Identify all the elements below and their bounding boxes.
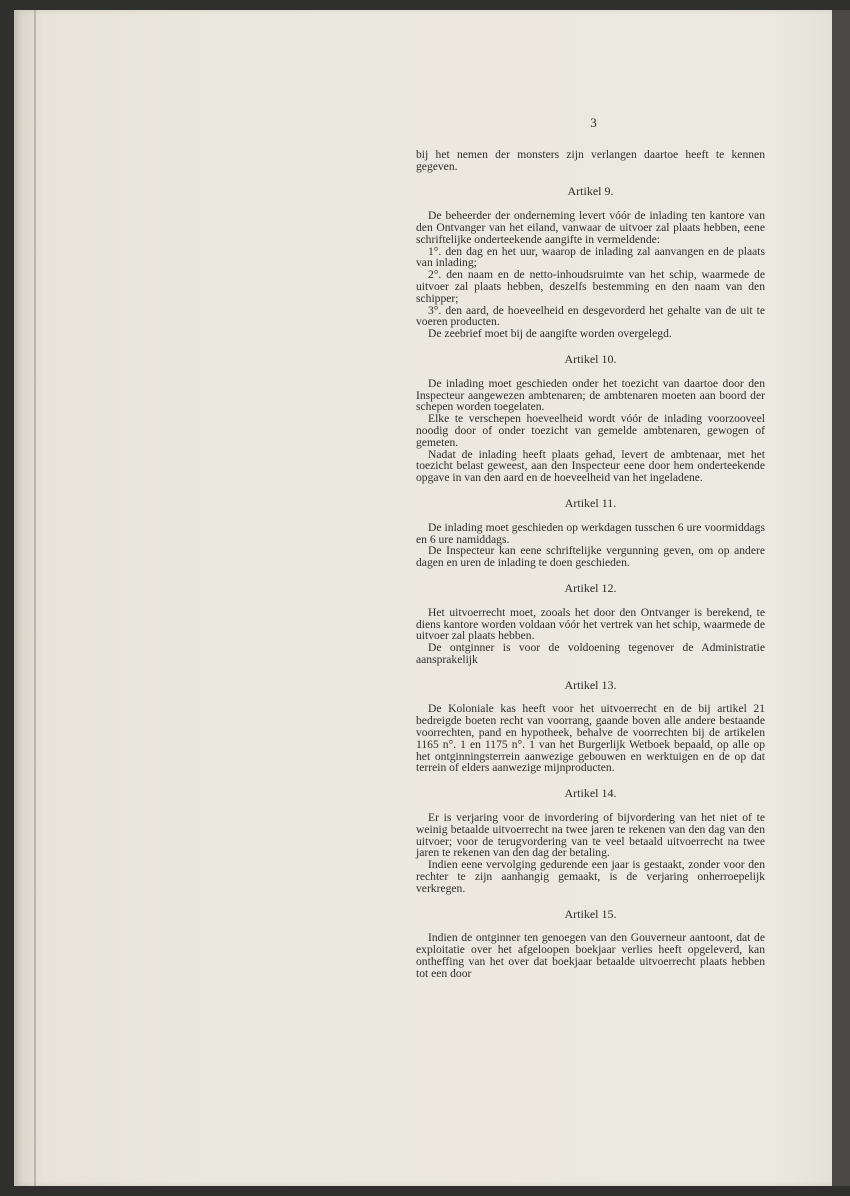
paragraph: De Koloniale kas heeft voor het uitvoerrecht en de bij artikel 21 bedreigde boeten recht van voorrang, gaande boven alle andere bestaande voorrechten, pand en hypotheek, behalve de voorrechten bij de artikelen 1165 n°. 1 en 1175 n°. 1 van het Burgerlijk Wetboek bepaald, op alle op het ontginningsterrein aanwezige gebouwen en werktuigen en de op dat terrein of elders aanwezige mijnproducten. [416, 702, 765, 775]
paragraph: Indien de ontginner ten genoegen van den Gouverneur aantoont, dat de exploitatie over het afgeloopen boekjaar verlies heeft opgeleverd, kan ontheffing van het over dat boekjaar betaalde uitvoerrecht plaats hebben tot een door [416, 931, 765, 980]
paragraph: bij het nemen der monsters zijn verlangen daartoe heeft te kennen gegeven. [416, 147, 765, 173]
article-section [416, 677, 765, 775]
article-section [416, 149, 765, 173]
article-heading: Artikel 14. [564, 786, 617, 801]
article-heading: Artikel 9. [567, 184, 614, 199]
paragraph: 3°. den aard, de hoeveelheid en desgevorderd het gehalte van de uit te voeren producten. [416, 303, 765, 329]
paragraph: De zeebrief moet bij de aangifte worden overgelegd. [428, 327, 672, 341]
article-heading: Artikel 12. [564, 580, 617, 595]
scan-edge [832, 10, 850, 1186]
paragraph: Nadat de inlading heeft plaats gehad, levert de ambtenaar, met het toezicht belast geweest, aan den Inspecteur eene door hem onderteekende opgave in van den aard en de hoeveelheid van het ingeladene. [416, 447, 765, 485]
paragraph: 2°. den naam en de netto-inhoudsruimte van het schip, waarmede de uitvoer zal plaats hebben, deszelfs bestemming en den naam van den schipper; [416, 268, 765, 305]
paragraph: Indien eene vervolging gedurende een jaar is gestaakt, zonder voor den rechter te zijn aanhangig gemaakt, is de verjaring onherroepelijk verkregen. [416, 858, 765, 895]
paragraph: De inlading moet geschieden op werkdagen tusschen 6 ure voormiddags en 6 ure namiddags. [416, 520, 765, 546]
text-column [416, 117, 765, 980]
article-heading: Artikel 11. [564, 495, 617, 510]
article-heading: Artikel 10. [564, 351, 617, 366]
page-fold-line [34, 10, 36, 1186]
article-section [416, 186, 765, 340]
article-heading: Artikel 13. [564, 677, 617, 692]
article-section [416, 788, 765, 894]
paragraph: De beheerder der onderneming levert vóór de inlading ten kantore van den Ontvanger van het eiland, vanwaar de uitvoer zal plaats hebben, eene schriftelijke onderteekende aangifte in vermeldende: [416, 209, 765, 246]
page-number: 3 [590, 115, 597, 130]
paragraph: Er is verjaring voor de invordering of bijvordering van het niet of te weinig betaalde uitvoerrecht na twee jaren te rekenen van den dag van den uitvoer; voor de terugvordering van te veel betaald uitvoerrecht na twee jaren te rekenen van den dag der betaling. [416, 811, 765, 860]
paragraph: De inlading moet geschieden onder het toezicht van daartoe door den Inspecteur aangewezen ambtenaren; de ambtenaren moeten aan boord der schepen worden toegelaten. [416, 376, 765, 414]
article-section [416, 906, 765, 980]
paragraph: De ontginner is voor de voldoening tegenover de Administratie aansprakelijk [416, 641, 765, 666]
paragraph: De Inspecteur kan eene schriftelijke vergunning geven, om op andere dagen en uren de inlading te doen geschieden. [416, 544, 765, 570]
paragraph: Het uitvoerrecht moet, zooals het door den Ontvanger is berekend, te diens kantore worden voldaan vóór het vertrek van het schip, waarmede de uitvoer zal plaats hebben. [416, 605, 765, 643]
article-section [416, 495, 765, 570]
article-heading: Artikel 15. [564, 906, 617, 921]
paragraph: 1°. den dag en het uur, waarop de inlading zal aanvangen en de plaats van inlading; [416, 244, 765, 270]
document-body [416, 149, 765, 980]
article-section [416, 580, 765, 666]
paragraph: Elke te verschepen hoeveelheid wordt vóór de inlading voorzooveel noodig door of onder toezicht van gemelde ambtenaren, gewogen of gemeten. [416, 412, 765, 449]
article-section [416, 351, 765, 485]
